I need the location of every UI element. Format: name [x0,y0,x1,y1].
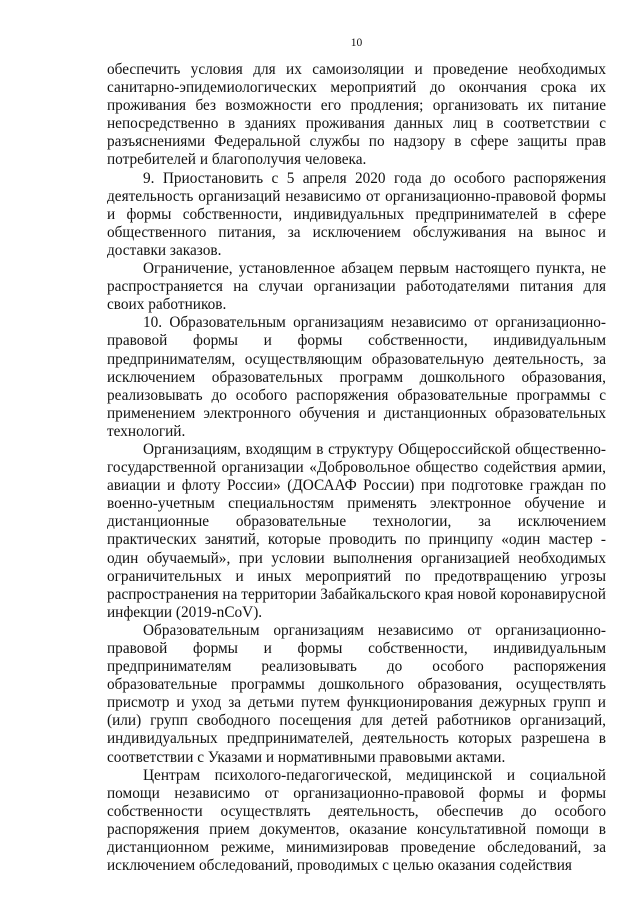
paragraph-centers: Центрам психолого-педагогической, медицинской и социальной помощи независимо от организационно-правовой формы и формы собственности осуществлять деятельность, обеспечив до особого распоряжения прием документов, оказание консультативной помощи в дистанционном режиме, минимизировав проведение обследований, за исключением обследований, проводимых с целью оказания содействия [107,766,606,875]
paragraph-item-9: 9. Приостановить с 5 апреля 2020 года до особого распоряжения деятельность организаций независимо от организационно-правовой формы и формы собственности, индивидуальных предпринимателей в сфере общественного питания, за исключением обслуживания на вынос и доставки заказов. [107,169,606,259]
paragraph-dosaaf: Организациям, входящим в структуру Общероссийской общественно-государственной организации «Добровольное общество содействия армии, авиации и флоту России» (ДОСААФ России) при подготовке граждан по военно-учетным специальностям применять электронное обучение и дистанционные образовательные технологии, за исключением практических занятий, которые проводить по принципу «один мастер - один обучаемый», при условии выполнения организацией необходимых ограничительных и иных мероприятий по предотвращению угрозы распространения на территории Забайкальского края новой коронавирусной инфекции (2019-nCoV). [107,440,606,621]
paragraph-item-9-restriction: Ограничение, установленное абзацем первым настоящего пункта, не распространяется на случаи организации работодателями питания для своих работников. [107,260,606,314]
paragraph-continuation: обеспечить условия для их самоизоляции и проведение необходимых санитарно-эпидемиологических мероприятий до окончания срока их проживания без возможности его продления; организовать их питание непосредственно в зданиях проживания данных лиц в соответствии с разъяснениями Федеральной службы по надзору в сфере защиты прав потребителей и благополучия человека. [107,61,606,169]
paragraph-item-10: 10. Образовательным организациям независимо от организационно-правовой формы и формы собственности, индивидуальным предпринимателям, осуществляющим образовательную деятельность, за исключением образовательных программ дошкольного образования, реализовывать до особого распоряжения образовательные программы с применением электронного обучения и дистанционных образовательных технологий. [107,314,606,440]
paragraph-preschool: Образовательным организациям независимо от организационно-правовой формы и формы собственности, индивидуальным предпринимателям реализовывать до особого распоряжения образовательные программы дошкольного образования, осуществлять присмотр и уход за детьми путем функционирования дежурных групп и (или) групп свободного посещения для детей работников организаций, индивидуальных предпринимателей, деятельность которых разрешена в соответствии с Указами и нормативными правовыми актами. [107,621,606,766]
document-body [107,61,606,875]
page-number: 10 [350,37,363,49]
